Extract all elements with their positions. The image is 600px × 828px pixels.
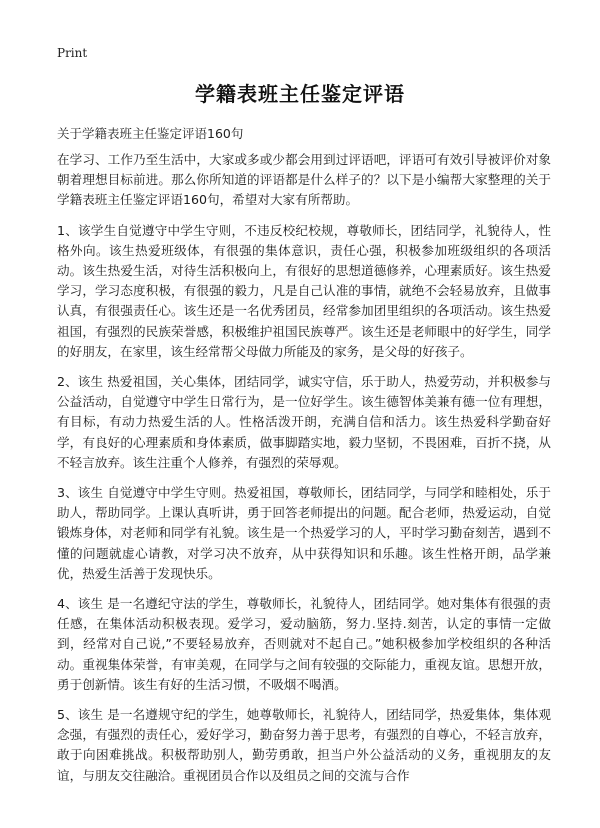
print-link[interactable]: Print — [57, 46, 88, 60]
comment-paragraph-2: 2、该生 热爱祖国，关心集体，团结同学，诚实守信，乐于助人，热爱劳动，并积极参与公益活动，自觉遵守中学生日常行为，是一位好学生。该生德智体美兼有德一位有理想，有目标，有动力热爱生活的人。性格活泼开朗，充满自信和活力。该生热爱科学勤奋好学，有良好的心理素质和身体素质，做事脚踏实地，毅力坚韧，不畏困难，百折不挠，从不轻言放弃。该生注重个人修养，有强烈的荣辱观。 — [57, 374, 551, 470]
page-title: 学籍表班主任鉴定评语 — [195, 82, 405, 106]
article-subtitle: 关于学籍表班主任鉴定评语160句 — [57, 126, 244, 141]
intro-paragraph: 在学习、工作乃至生活中，大家或多或少都会用到过评语吧，评语可有效引导被评价对象朝着理想目标前进。那么你所知道的评语都是什么样子的？以下是小编帮大家整理的关于学籍表班主任鉴定评语160句，希望对大家有所帮助。 — [57, 152, 551, 208]
comment-paragraph-1: 1、该学生自觉遵守中学生守则，不违反校纪校规，尊敬师长，团结同学，礼貌待人，性格外向。该生热爱班级体，有很强的集体意识，责任心强，积极参加班级组织的各项活动。该生热爱生活，对待生活积极向上，有很好的思想道德修养，心理素质好。该生热爱学习，学习态度积极，有很强的毅力，凡是自己认准的事情，就绝不会轻易放弃，且做事认真，有很强责任心。该生还是一名优秀团员，经常参加团里组织的各项活动。该生热爱祖国，有强烈的民族荣誉感，积极维护祖国民族尊严。该生还是老师眼中的好学生，同学的好朋友，在家里，该生经常帮父母做力所能及的家务，是父母的好孩子。 — [57, 222, 551, 359]
article-body — [57, 150, 551, 796]
comment-paragraph-5: 5、该生 是一名遵规守纪的学生，她尊敬师长，礼貌待人，团结同学，热爱集体，集体观念强，有强烈的责任心，爱好学习，勤奋努力善于思考，有强烈的自尊心，不轻言放弃，敢于向困难挑战。积极帮助别人，勤劳勇敢，担当户外公益活动的义务，重视朋友的友谊，与朋友交往融洽。重视团员合作以及组员之间的交流与合作 — [57, 707, 551, 783]
comment-paragraph-4: 4、该生 是一名遵纪守法的学生，尊敬师长，礼貌待人，团结同学。她对集体有很强的责任感，在集体活动积极表现。爱学习，爱动脑筋，努力.坚持.刻苦，认定的事情一定做到，经常对自己说,”不要轻易放弃，否则就对不起自己。”她积极参加学校组织的各种活动。重视集体荣誉，有审美观，在同学与之间有较强的交际能力，重视友谊。思想开放，勇于创新情。该生有好的生活习惯，不吸烟不喝酒。 — [57, 596, 551, 692]
comment-paragraph-3: 3、该生 自觉遵守中学生守则。热爱祖国，尊敬师长，团结同学，与同学和睦相处，乐于助人，帮助同学。上课认真听讲，勇于回答老师提出的问题。配合老师，热爱运动，自觉锻炼身体，对老师和同学有礼貌。该生是一个热爱学习的人，平时学习勤奋刻苦，遇到不懂的问题就虚心请教，对学习决不放弃，从中获得知识和乐趣。该生性格开朗，品学兼优，热爱生活善于发现快乐。 — [57, 485, 551, 581]
